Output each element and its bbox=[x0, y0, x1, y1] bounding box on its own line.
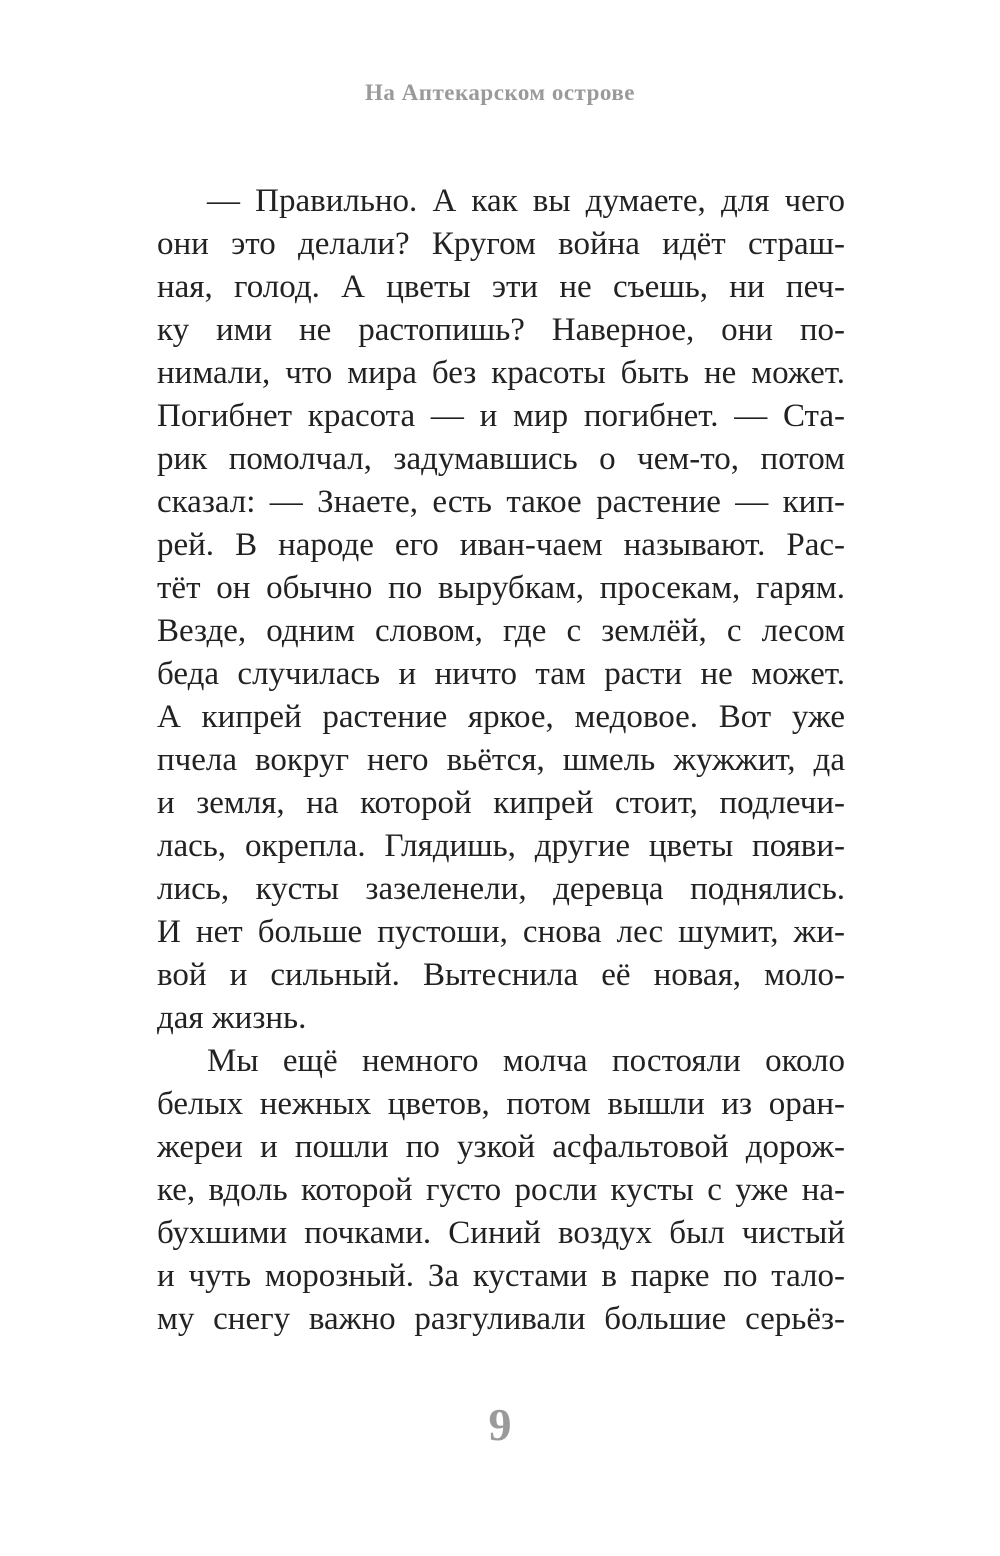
text-line: бухшими почками. Синий воздух был чистый bbox=[157, 1215, 845, 1251]
text-line: тёт он обычно по вырубкам, просекам, гарям. bbox=[157, 570, 845, 606]
text-line: белых нежных цветов, потом вышли из оран- bbox=[157, 1086, 845, 1122]
running-head: На Аптекарском острове bbox=[365, 80, 635, 105]
text-line: они это делали? Кругом война идёт страш- bbox=[157, 226, 845, 262]
text-line: ке, вдоль которой густо росли кусты с уже на- bbox=[157, 1172, 845, 1208]
text-line: А кипрей растение яркое, медовое. Вот уже bbox=[157, 699, 845, 735]
text-line: сказал: — Знаете, есть такое растение — кип- bbox=[157, 484, 845, 520]
text-line: лись, кусты зазеленели, деревца поднялись. bbox=[157, 871, 845, 907]
text-line: и земля, на которой кипрей стоит, подлечи- bbox=[157, 785, 845, 821]
text-line: ку ими не растопишь? Наверное, они по- bbox=[157, 312, 845, 348]
text-line: беда случилась и ничто там расти не может. bbox=[157, 656, 845, 692]
page-number: 9 bbox=[488, 1399, 512, 1450]
text-line: Погибнет красота — и мир погибнет. — Ста- bbox=[157, 398, 845, 434]
text-line: вой и сильный. Вытеснила её новая, моло- bbox=[157, 957, 845, 993]
text-line: рей. В народе его иван-чаем называют. Рас- bbox=[157, 527, 845, 563]
text-line: ная, голод. А цветы эти не съешь, ни печ- bbox=[157, 269, 845, 305]
text-line: жереи и пошли по узкой асфальтовой дорож- bbox=[157, 1129, 845, 1165]
text-line: Везде, одним словом, где с землёй, с лесом bbox=[157, 613, 845, 649]
text-line: — Правильно. А как вы думаете, для чего bbox=[207, 183, 845, 219]
text-line: му снегу важно разгуливали большие серьёз- bbox=[157, 1301, 845, 1337]
text-line: лась, окрепла. Глядишь, другие цветы появи- bbox=[157, 828, 845, 864]
text-line: рик помолчал, задумавшись о чем-то, потом bbox=[157, 441, 845, 477]
body-text bbox=[157, 180, 845, 1341]
text-line: нимали, что мира без красоты быть не может. bbox=[157, 355, 845, 391]
text-line: И нет больше пустоши, снова лес шумит, жи- bbox=[157, 914, 845, 950]
text-line: и чуть морозный. За кустами в парке по тало- bbox=[157, 1258, 845, 1294]
text-line: дая жизнь. bbox=[157, 1000, 307, 1036]
text-line: Мы ещё немного молча постояли около bbox=[207, 1043, 845, 1079]
text-line: пчела вокруг него вьётся, шмель жужжит, да bbox=[157, 742, 845, 778]
